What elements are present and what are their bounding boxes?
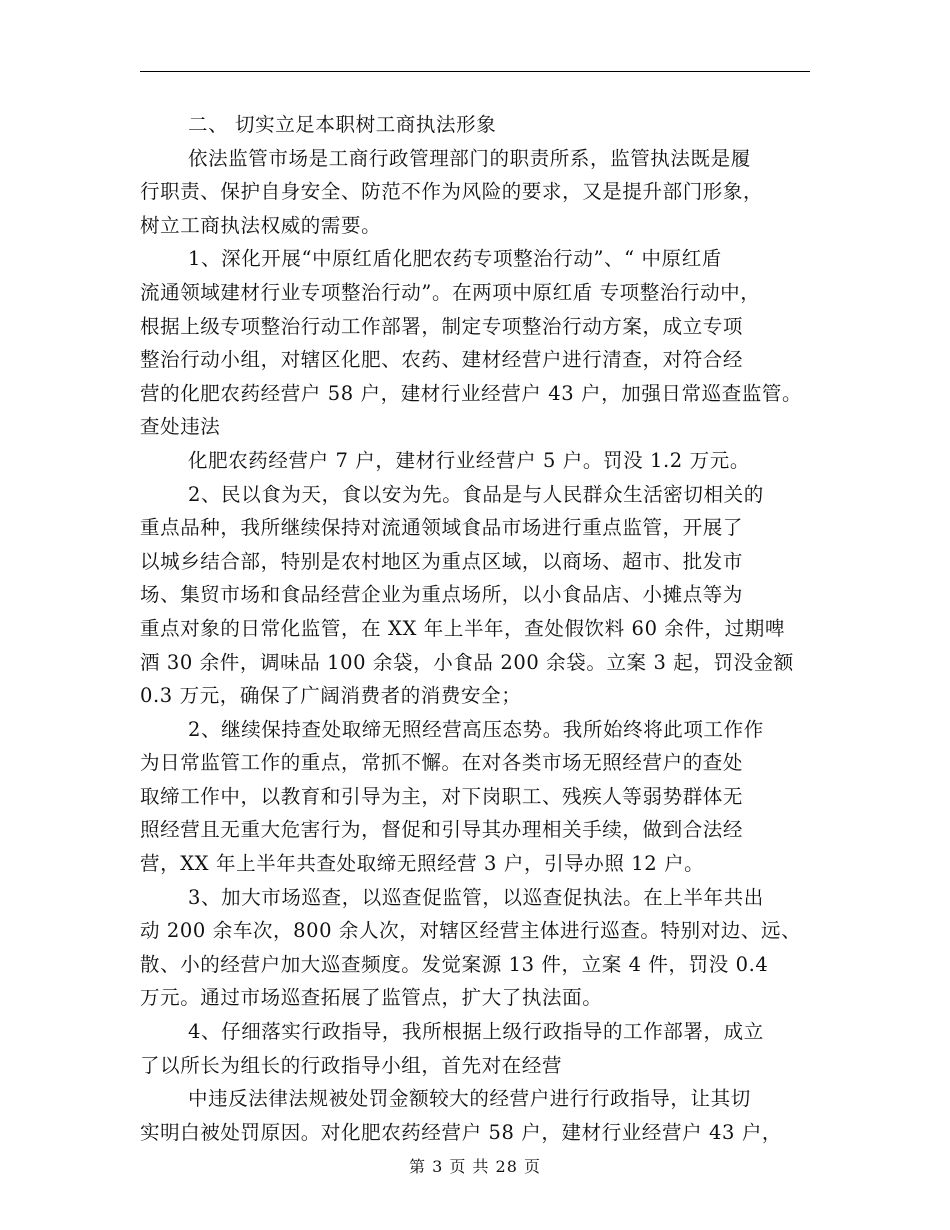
text-line: 化肥农药经营户 7 户，建材行业经营户 5 户。罚没 1.2 万元。 bbox=[188, 448, 750, 472]
text-line: 照经营且无重大危害行为，督促和引导其办理相关手续，做到合法经 bbox=[140, 818, 744, 842]
text-line: 流通领域建材行业专项整治行动”。在两项中原红盾 专项整治行动中， bbox=[140, 280, 761, 304]
text-line: 营的化肥农药经营户 58 户，建材行业经营户 43 户，加强日常巡查监管。 bbox=[140, 381, 803, 405]
text-line: 查处违法 bbox=[140, 415, 221, 439]
text-line: 根据上级专项整治行动工作部署，制定专项整治行动方案，成立专项 bbox=[140, 314, 744, 338]
page-footer: 第 3 页 共 28 页 bbox=[409, 1157, 541, 1176]
text-line: 依法监管市场是工商行政管理部门的职责所系，监管执法既是履 bbox=[188, 146, 751, 170]
text-line: 1、深化开展“中原红盾化肥农药专项整治行动”、“ 中原红盾 bbox=[188, 247, 722, 271]
text-line: 重点品种，我所继续保持对流通领域食品市场进行重点监管，开展了 bbox=[140, 516, 744, 540]
text-line: 散、小的经营户加大巡查频度。发觉案源 13 件，立案 4 件，罚没 0.4 bbox=[140, 952, 769, 976]
document-body bbox=[140, 108, 815, 1149]
text-line: 0.3 万元，确保了广阔消费者的消费安全； bbox=[140, 684, 522, 708]
text-line: 实明白被处罚原因。对化肥农药经营户 58 户，建材行业经营户 43 户， bbox=[140, 1120, 783, 1144]
text-line: 中违反法律法规被处罚金额较大的经营户进行行政指导，让其切 bbox=[188, 1087, 751, 1111]
text-line: 为日常监管工作的重点，常抓不懈。在对各类市场无照经营户的查处 bbox=[140, 751, 744, 775]
text-line: 场、集贸市场和食品经营企业为重点场所，以小食品店、小摊点等为 bbox=[140, 583, 744, 607]
text-line: 二、 切实立足本职树工商执法形象 bbox=[188, 113, 497, 136]
text-line: 3、加大市场巡查，以巡查促监管，以巡查促执法。在上半年共出 bbox=[188, 885, 764, 909]
text-line: 整治行动小组，对辖区化肥、农药、建材经营户进行清查，对符合经 bbox=[140, 348, 744, 372]
text-line: 了以所长为组长的行政指导小组，首先对在经营 bbox=[140, 1053, 563, 1077]
text-line: 2、民以食为天，食以安为先。食品是与人民群众生活密切相关的 bbox=[188, 482, 764, 506]
text-line: 营，XX 年上半年共查处取缔无照经营 3 户，引导办照 12 户。 bbox=[140, 852, 705, 876]
text-line: 重点对象的日常化监管，在 XX 年上半年，查处假饮料 60 余件，过期啤 bbox=[140, 616, 785, 640]
header-rule bbox=[140, 71, 810, 72]
text-line: 动 200 余车次，800 余人次，对辖区经营主体进行巡查。特别对边、远、 bbox=[140, 919, 802, 943]
text-line: 酒 30 余件，调味品 100 余袋，小食品 200 余袋。立案 3 起，罚没金额 bbox=[140, 650, 794, 674]
text-line: 万元。通过市场巡查拓展了监管点，扩大了执法面。 bbox=[140, 986, 603, 1010]
text-line: 取缔工作中，以教育和引导为主，对下岗职工、残疾人等弱势群体无 bbox=[140, 784, 744, 808]
text-line: 行职责、保护自身安全、防范不作为风险的要求，又是提升部门形象， bbox=[140, 180, 764, 204]
text-line: 2、继续保持查处取缔无照经营高压态势。我所始终将此项工作作 bbox=[188, 717, 764, 741]
text-line: 树立工商执法权威的需要。 bbox=[140, 213, 382, 237]
text-line: 以城乡结合部，特别是农村地区为重点区域，以商场、超市、批发市 bbox=[140, 549, 744, 573]
text-line: 4、仔细落实行政指导，我所根据上级行政指导的工作部署，成立 bbox=[188, 1020, 764, 1044]
